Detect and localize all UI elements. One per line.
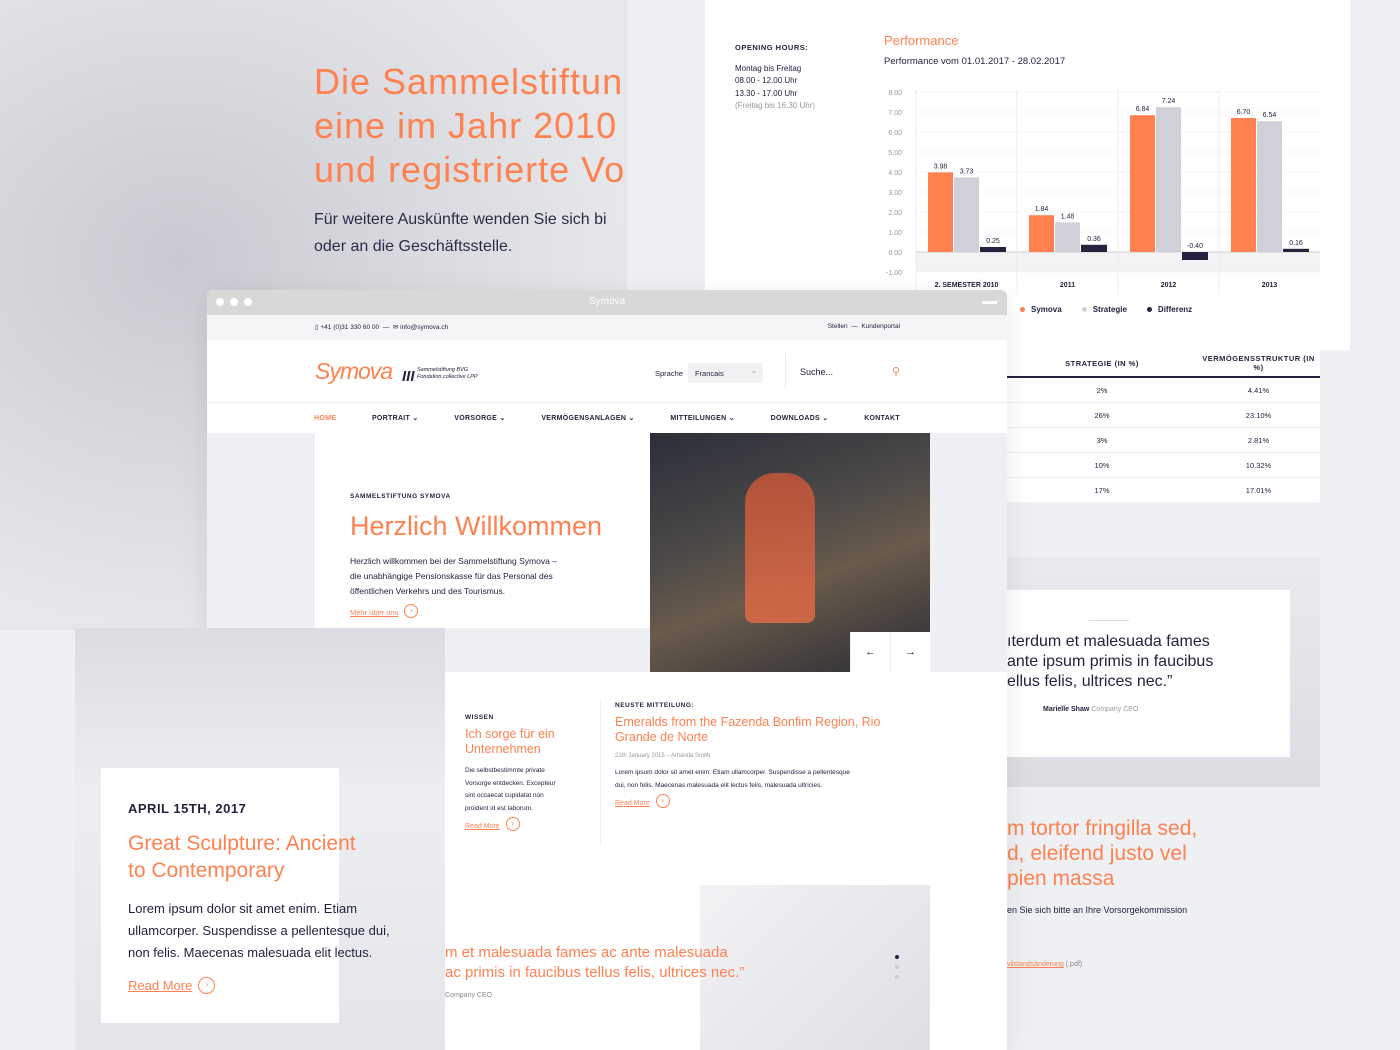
nav-item[interactable]: VORSORGE ⌄ [454, 415, 506, 422]
site-header: Symova III Sammelstiftung BVG Fondation collective LPP Sprache Francais ⌄ Suche... ⚲ [207, 340, 1007, 403]
table-row: 3% 2.81% [1007, 428, 1320, 453]
data-label: 0.16 [1289, 239, 1303, 247]
slider-dots [895, 955, 899, 979]
testimonial-card: ıterdum et malesuada fames ante ipsum primis in faucibus ellus felis, ultrices nec.” Marielle Shaw Company CEO [1007, 590, 1290, 757]
language-select[interactable]: Francais ⌄ [688, 363, 763, 383]
data-label: 6.84 [1135, 106, 1150, 114]
y-tick-label: 2.00 [888, 210, 902, 217]
blog-read-more[interactable]: Read More [128, 978, 193, 993]
worker-photo [650, 433, 930, 672]
bar-symova [1029, 215, 1054, 252]
nav-item[interactable]: KONTAKT [864, 414, 900, 422]
arrow-circle-icon: › [404, 604, 418, 618]
data-label: 0.36 [1087, 235, 1101, 243]
bar-strategie [1156, 107, 1181, 252]
bar-strategie [1257, 121, 1282, 252]
bar-differenz [1182, 252, 1208, 260]
data-label: 6.70 [1236, 109, 1251, 116]
blog-date: APRIL 15TH, 2017 [128, 801, 247, 816]
nav-item[interactable]: VERMÖGENSANLAGEN ⌄ [541, 415, 635, 422]
read-more-link[interactable]: Read More [615, 800, 650, 807]
search-icon: ⚲ [891, 366, 900, 378]
y-tick-label: -1.00 [886, 270, 902, 277]
mehr-link[interactable]: Mehr über uns [350, 608, 399, 617]
contact-section: m tortor fringilla sed, d, eleifend justo vel pien massa en Sie sich bitte an Ihre Vorsorgekommission vilstandsänderung (.pdf) [1007, 816, 1307, 968]
nav-item[interactable]: PORTRAIT ⌄ [371, 415, 419, 422]
bar-differenz [1081, 245, 1107, 252]
main-nav [207, 403, 1007, 433]
table-row: 17% 17.01% [1007, 478, 1320, 503]
arrow-circle-icon: › [198, 977, 215, 994]
hero-intro [314, 60, 627, 260]
bar-symova [1231, 118, 1256, 252]
table-row: 2% 4.41% [1007, 378, 1320, 403]
hero-heading: Die Sammelstiftun eine im Jahr 2010 und registrierte Vo [314, 61, 626, 190]
arrow-circle-icon: › [656, 794, 670, 808]
search-input[interactable]: Suche... ⚲ [785, 353, 900, 389]
nav-item[interactable]: MITTEILUNGEN ⌄ [670, 415, 735, 422]
stellen-link[interactable]: Stellen [827, 323, 848, 330]
content-section [445, 672, 930, 884]
top-bar: ▯ +41 (0)31 330 60 00 — ✉ info@symova.ch Stellen — Kundenportal [207, 315, 1007, 340]
y-tick-label: 8.00 [888, 90, 902, 97]
blog-card: APRIL 15TH, 2017 Great Sculpture: Ancient to Contemporary Lorem ipsum dolor sit amet enim. Etiam ullamcorper. Suspendisse a pellentesque dui, non felis. Maecenas malesuada elit lectus. Read More › [101, 768, 339, 1023]
data-label: 6.54 [1262, 112, 1277, 120]
bar-strategie [954, 177, 979, 252]
wissen-block: WISSEN Ich sorge für ein Unternehmen Die selbstbestimmte private Vorsorge entdecken. Excepteur sint occaecat cupidatat non proident id est laborum. Read More › [465, 714, 556, 830]
bar-differenz [980, 247, 1006, 252]
quote-section: m et malesuada fames ac ante malesuada ac primis in faucibus tellus felis, ultrices nec.” Company CEO [445, 885, 930, 1050]
nav-item[interactable]: HOME [314, 414, 337, 422]
y-tick-label: 0.00 [888, 250, 902, 257]
y-tick-label: 5.00 [888, 150, 902, 157]
prev-arrow[interactable]: ← [850, 632, 890, 672]
logo-mark: III [402, 368, 415, 385]
data-label: 7.24 [1161, 98, 1176, 106]
legend-strategie: Strategie [1082, 305, 1127, 314]
table-row: 26% 23.10% [1007, 403, 1320, 428]
data-label: 3.73 [959, 168, 974, 176]
opening-hours: OPENING HOURS: Montag bis Freitag 08.00 - 12.00 Uhr 13.30 - 17.00 Uhr (Freitag bis 16.30 Uhr) [735, 43, 816, 110]
y-tick-label: 4.00 [888, 170, 902, 177]
x-tick-label: 2013 [1261, 282, 1278, 289]
y-tick-label: 6.00 [888, 130, 902, 137]
y-tick-label: 3.00 [888, 190, 902, 197]
pdf-link[interactable]: vilstandsänderung (.pdf) [1007, 961, 1083, 968]
chart-legend [1020, 305, 1192, 314]
data-label: -0.40 [1187, 243, 1203, 250]
next-arrow[interactable]: → [890, 632, 930, 672]
chart-title: Performance [884, 33, 959, 48]
welcome-card: SAMMELSTIFTUNG SYMOVA Herzlich Willkommen Herzlich willkommen bei der Sammelstiftung Symova – die unabhängige Pensionskasse für das Personal des öffentlichen Verkehrs und des Tourismus. Mehr über uns › [315, 433, 650, 628]
kundenportal-link[interactable]: Kundenportal [861, 323, 900, 330]
bar-symova [928, 172, 953, 252]
data-label: 1.48 [1060, 213, 1075, 221]
table-header: STRATEGIE (IN %) VERMÖGENSSTRUKTUR (IN %) [1007, 350, 1320, 378]
x-tick-label: 2011 [1059, 282, 1076, 289]
y-tick-label: 1.00 [888, 230, 902, 237]
x-tick-label: 2012 [1160, 282, 1177, 289]
logo[interactable]: Symova [315, 358, 393, 384]
testimonial-quote: ıterdum et malesuada fames ante ipsum primis in faucibus ellus felis, ultrices nec.” [1007, 633, 1214, 690]
data-label: 0.25 [986, 238, 1000, 245]
arrow-circle-icon: › [506, 817, 520, 831]
hero-text: Für weitere Auskünfte wenden Sie sich bi oder an die Geschäftsstelle. [314, 211, 607, 255]
bar-differenz [1283, 249, 1309, 252]
read-more-link[interactable]: Read More [465, 823, 500, 830]
data-label: 1.84 [1034, 206, 1049, 214]
table-row: 10% 10.32% [1007, 453, 1320, 478]
y-tick-label: 7.00 [888, 110, 902, 117]
nav-item[interactable]: DOWNLOADS ⌄ [770, 415, 829, 422]
data-label: 3.98 [933, 163, 948, 171]
email-link[interactable]: info@symova.ch [400, 324, 449, 331]
legend-differenz: Differenz [1147, 305, 1192, 314]
title-bar: Symova [207, 290, 1007, 315]
chart-subtitle: Performance vom 01.01.2017 - 28.02.2017 [884, 56, 1066, 67]
x-tick-label: 2. SEMESTER 2010 [934, 282, 999, 289]
legend-symova: Symova [1020, 305, 1062, 314]
mail-icon: ✉ [392, 324, 399, 331]
logo-tagline: Sammelstiftung BVG Fondation collective LPP [417, 367, 478, 380]
bar-strategie [1055, 222, 1080, 252]
bar-symova [1130, 115, 1155, 252]
performance-chart [875, 80, 1335, 300]
minimize-icon[interactable] [982, 301, 997, 304]
phone-icon: ▯ [315, 324, 319, 331]
news-block: NEUSTE MITTEILUNG: Emeralds from the Fazenda Bonfim Region, Rio Grande de Norte 21th January 2015 – Amanda Smith Lorem ipsum dolor sit amet enim. Etiam ullamcorper. Suspendisse a pellentesque dui, non felis. Maecenas malesuada elit lectus felis, malesuada ultricies. Read More › [600, 702, 920, 844]
allocation-table [1007, 350, 1320, 503]
